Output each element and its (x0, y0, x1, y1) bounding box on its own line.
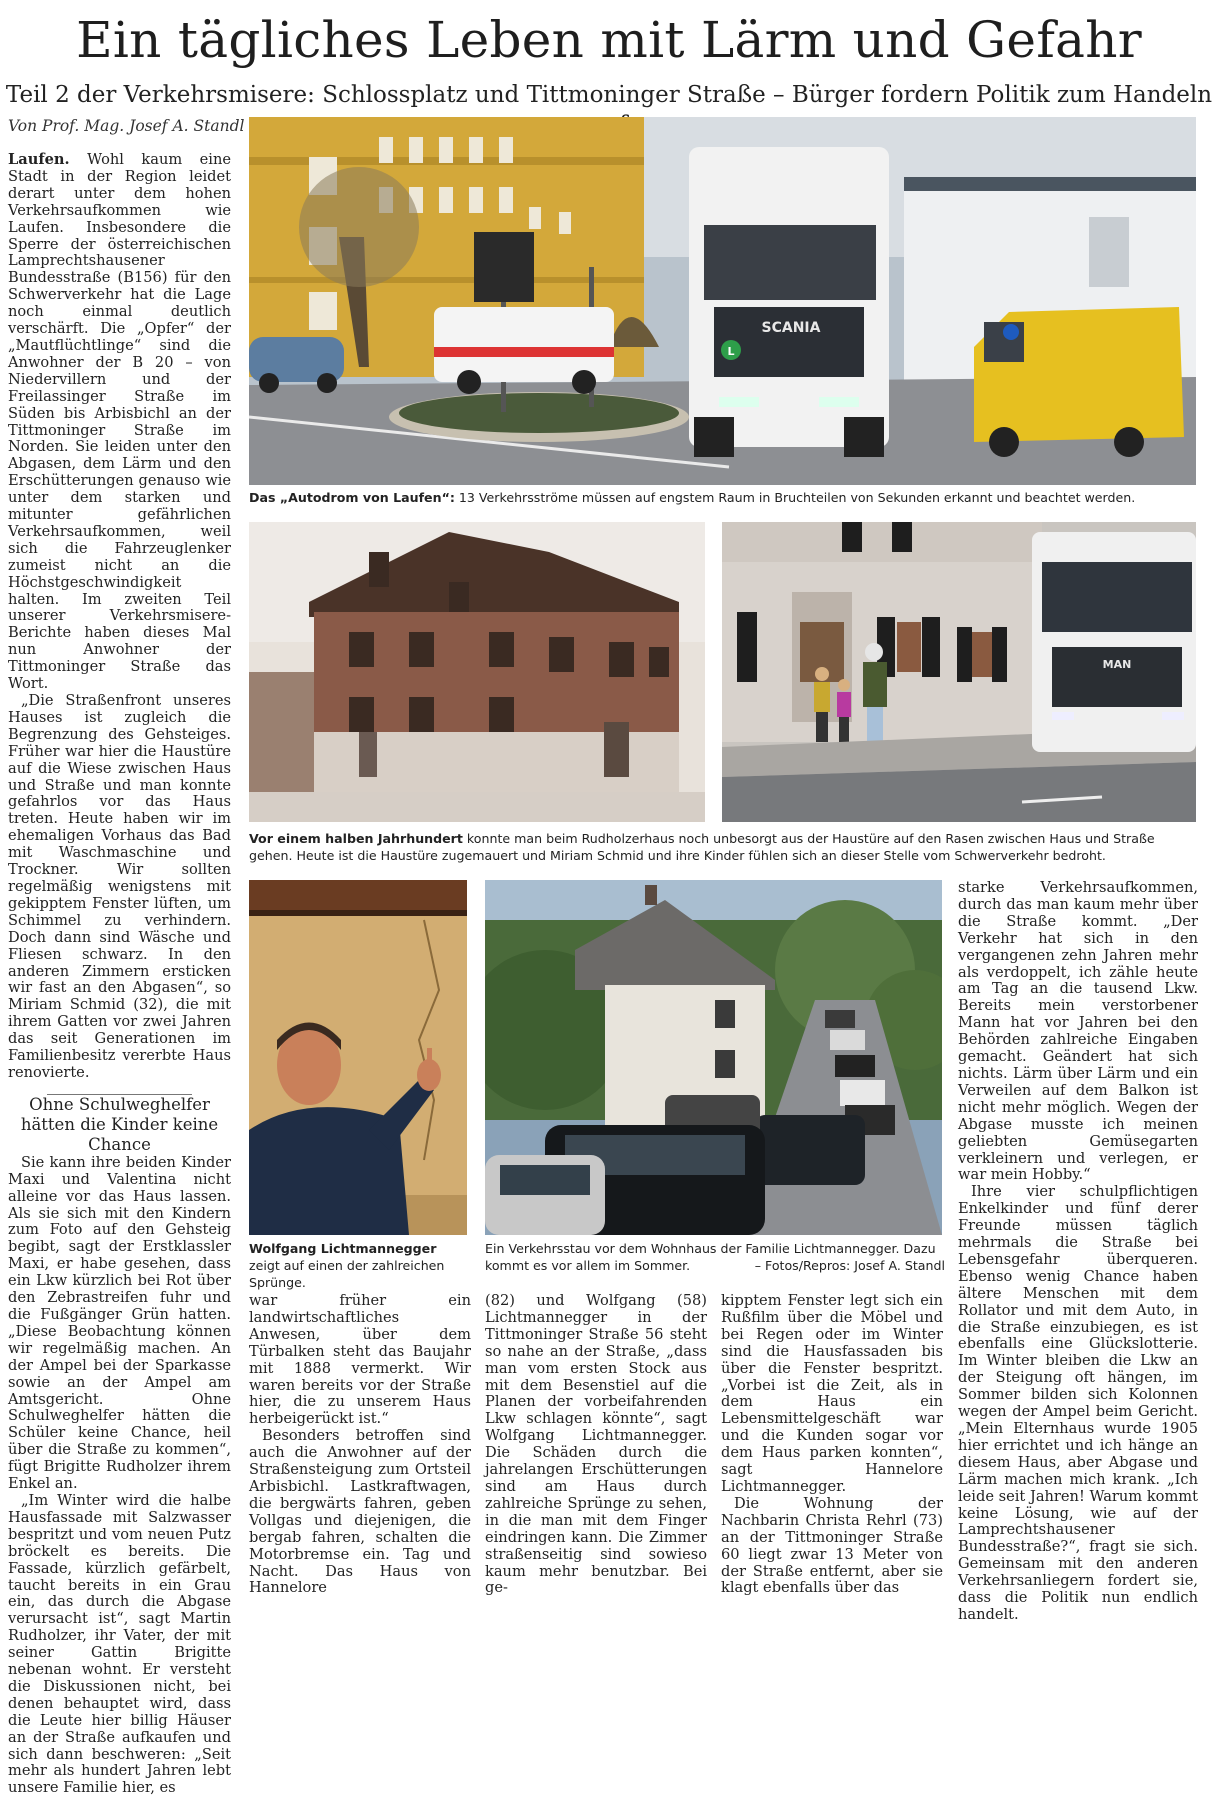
byline: Von Prof. Mag. Josef A. Standl (8, 117, 245, 135)
caption-text: 13 Verkehrsströme müssen auf engstem Raum in Bruchteilen von Sekunden erkannt und beachtet werden. (454, 490, 1136, 505)
paragraph: Die Wohnung der Nachbarin Christa Rehrl (73) an der Tittmoninger Straße 60 liegt zwar 13 Meter von der Straße entfernt, aber sie klagt ebenfalls über das (721, 1494, 943, 1597)
paragraph: starke Verkehrsaufkommen, durch das man kaum mehr über die Straße kommt. „Der Verkehr hat sich in den vergangenen zehn Jahren mehr als verdoppelt, ich zähle heute am Tag an die tausend Lkw. Bereits mein verstorbener Mann hat vor Jahren bei den Behörden zahlreiche Eingaben gemacht. Geändert hat sich nichts. Lärm über Lärm und ein Verweilen auf dem Balkon ist nicht mehr möglich. Wegen der Abgase musste ich meinen geliebten Gemüsegarten verkleinern und verlegen, er war mein Hobby.“ (958, 879, 1198, 1184)
paragraph: (82) und Wolfgang (58) Lichtmannegger in der Tittmoninger Straße 56 steht so nahe an der Straße, „dass man vom ersten Stock aus mit dem Besenstiel auf die Planen der vorbeifahrenden Lkw schlagen könnte“, sagt Wolfgang Lichtmannegger. Die Schäden durch die jahrelangen Erschütterungen sind am Haus durch zahlreiche Sprünge zu sehen, in die man mit dem Finger eindringen kann. Die Zimmer straßenseitig sind sowieso kaum mehr benutzbar. Bei ge- (485, 1292, 707, 1597)
caption-photo-1 (249, 489, 1196, 506)
truck-badge-label: L (727, 345, 735, 358)
paragraph: war früher ein landwirtschaftliches Anwesen, über dem Türbalken steht das Baujahr mit 1888 vermerkt. Wir waren bereits vor der Straße hier, die zu unserem Haus herbeigerückt ist.“ (249, 1292, 471, 1428)
photo-schlossplatz (249, 117, 1196, 485)
article-column-3 (485, 1293, 707, 1597)
truck-brand-label: MAN (1102, 658, 1132, 671)
subheadline: Teil 2 der Verkehrsmisere: Schlossplatz und Tittmoninger Straße – Bürger fordern Politik zum Handeln (5, 82, 1213, 108)
paragraph: Ihre vier schulpflichtigen Enkelkinder und fünf derer Freunde müssen täglich mehrmals die Straße bei Lebensgefahr überqueren. Ebenso wenig Chance haben ältere Menschen mit dem Rollator und mit dem Auto, in die Straße einzubiegen, es ist ebenfalls eine Glückslotterie. Im Winter bleiben die Lkw an der Steigung oft hängen, im Sommer bilden sich Kolonnen wegen der Ampel beim Gericht. „Mein Elternhaus wurde 1905 hier errichtet und ich hänge an diesem Haus, aber Abgase und Lärm machen mich krank. „Ich leide seit Jahren! Warum kommt keine Lösung, wie auf der Lamprechtshausener Bundesstraße?“, fragt sie sich. Gemeinsam mit den anderen Verkehrsanliegern fordert sie, dass die Politik nun endlich handelt. (958, 1183, 1198, 1623)
caption-text: konnte man beim Rudholzerhaus noch unbesorgt aus der Haustüre auf den Rasen zwischen Haus und Straße gehen. Heute ist die Haustüre zugemauert und Miriam Schmid und ihre Kinder fühlen sich an dieser Stelle vom Schwerverkehr bedroht. (249, 831, 1155, 863)
paragraph-text: Wohl kaum eine Stadt in der Region leidet derart unter dem hohen Verkehrsaufkommen wie Laufen. Insbesondere die Sperre der österreichischen Lamprechtshausener Bundesstraße (B156) für den Schwerverkehr hat die Lage noch einmal deutlich verschärft. Die „Opfer“ der „Mautflüchtlinge“ sind die Anwohner der B 20 – von Niedervillern und der Freilassinger Straße im Süden bis Arbisbichl an der Tittmoninger Straße im Norden. Sie leiden unter den Abgasen, dem Lärm und den Erschütterungen genauso wie unter dem starken und mitunter gefährlichen Verkehrsaufkommen, weil sich die Fahrzeuglenker zumeist nicht an die Höchstgeschwindigkeit halten. Im zweiten Teil unserer Verkehrsmisere-Berichte haben dieses Mal nun Anwohner der Tittmoninger Straße das Wort. (8, 151, 232, 693)
photo-wolfgang-lichtmannegger (249, 880, 467, 1235)
caption-photo-4 (485, 1240, 945, 1274)
photo-family-truck (722, 522, 1196, 822)
article-column-4 (721, 1293, 943, 1597)
article-column-2 (249, 1293, 471, 1597)
photo-credit: – Fotos/Repros: Josef A. Standl (754, 1258, 945, 1273)
paragraph (8, 152, 231, 693)
photo-traffic-jam (485, 880, 942, 1235)
paragraph: kipptem Fenster legt sich ein Rußfilm über die Möbel und bei Regen oder im Winter sind die Hausfassaden bis über die Fenster bespritzt. „Vorbei ist die Zeit, als in dem Haus ein Lebensmittelgeschäft war und die Kunden sogar vor dem Haus parken konnten“, sagt Hannelore Lichtmannegger. (721, 1292, 943, 1495)
caption-text: zeigt auf einen der zahlreichen Sprünge. (249, 1258, 445, 1290)
photo-historic-house (249, 522, 705, 822)
paragraph: „Im Winter wird die halbe Hausfassade mit Salzwasser bespritzt und vom neuen Putz bröckelt es bereits. Die Fassade, kürzlich gefärbelt, taucht bereits in ein Grau ein, das durch die Abgase verursacht ist“, sagt Martin Rudholzer, ihr Vater, der mit seiner Gattin Brigitte nebenan wohnt. Er versteht die Diskussionen nicht, bei denen behauptet wird, dass die Leute hier billig Häuser an der Straße aufkaufen und sich dann beschweren: „Seit mehr als hundert Jahren lebt unsere Familie hier, es (8, 1491, 231, 1797)
dateline: Laufen. (8, 151, 70, 168)
caption-bold: Wolfgang Lichtmannegger (249, 1241, 437, 1256)
caption-bold: Vor einem halben Jahrhundert (249, 831, 463, 846)
article-column-5 (958, 880, 1198, 1624)
paragraph: Besonders betroffen sind auch die Anwohner auf der Straßensteigung zum Ortsteil Arbisbichl. Lastkraftwagen, die bergwärts fahren, geben Vollgas und diejenigen, die bergab fahren, schalten die Motorbremse ein. Tag und Nacht. Das Haus von Hannelore (249, 1427, 471, 1597)
paragraph: „Die Straßenfront unseres Hauses ist zugleich die Begrenzung des Gehsteiges. Früher war hier die Haustüre auf die Wiese zwischen Haus und Straße und man konnte gefahrlos vor das Haus treten. Heute haben wir im ehemaligen Vorhaus das Bad mit Waschmaschine und Trockner. Wir sollten regelmäßig wenigstens mit gekipptem Fenster lüften, um Schimmel zu verhindern. Doch dann sind Wäsche und Fliesen schwarz. In den anderen Zimmern ersticken wir fast an den Abgasen“, so Miriam Schmid (32), die mit ihrem Gatten vor zwei Jahren das seit Generationen im Familienbesitz vererbte Haus renovierte. (8, 692, 231, 1081)
article-column-1 (8, 152, 231, 1797)
caption-bold: Das „Autodrom von Laufen“: (249, 490, 455, 505)
paragraph: Sie kann ihre beiden Kinder Maxi und Valentina nicht alleine vor das Haus lassen. Als sie sich mit den Kindern zum Foto auf den Gehsteig begibt, sagt der Erstklassler Maxi, er habe gesehen, dass ein Lkw kürzlich bei Rot über den Zebrastreifen fuhr und die Fußgänger Grün hatten. „Diese Beobachtung können wir regelmäßig machen. An der Ampel bei der Sparkasse sowie an der Ampel am Amtsgericht. Ohne Schulweghelfer hätten die Schüler keine Chance, heil über die Straße zu kommen“, fügt Brigitte Rudholzer ihrem Enkel an. (8, 1153, 231, 1493)
caption-text: Ein Verkehrsstau vor dem Wohnhaus der Familie Lichtmannegger. Dazu kommt es vor allem im Sommer. (485, 1241, 936, 1273)
caption-photo-3 (249, 1240, 471, 1291)
truck-brand-label: SCANIA (761, 320, 821, 336)
headline: Ein tägliches Leben mit Lärm und Gefahr (76, 11, 1142, 69)
caption-photo-2 (249, 830, 1196, 864)
intertitle: Ohne Schulweghelfer hätten die Kinder keine Chance (20, 1094, 219, 1154)
